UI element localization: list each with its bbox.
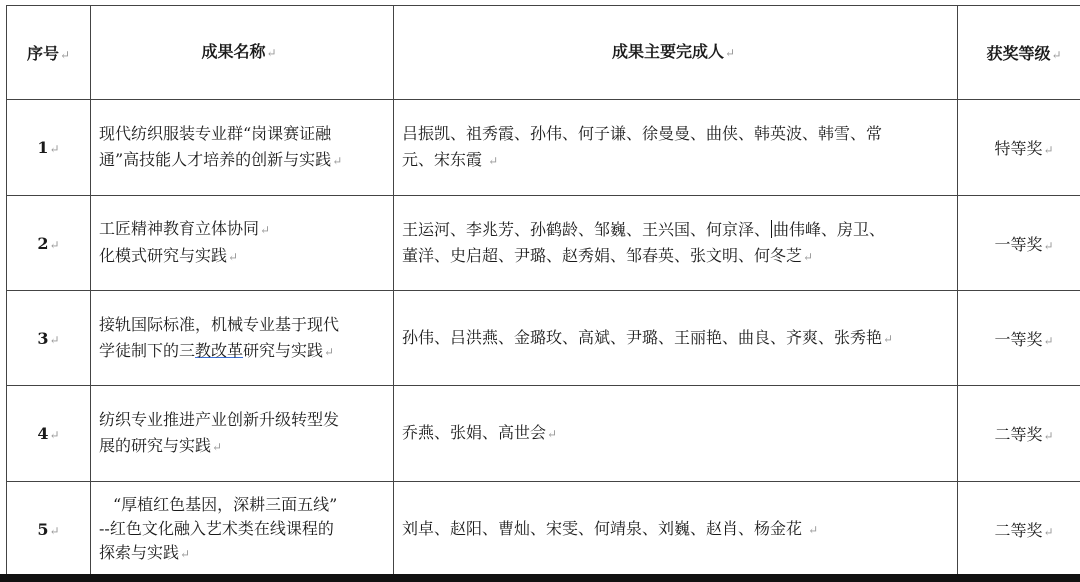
return-mark-icon: ↵ [332,154,343,168]
return-mark-icon: ↵ [1043,525,1054,539]
return-mark-icon: ↵ [1051,48,1062,62]
return-mark-icon: ↵ [49,524,60,538]
row-people: 刘卓、赵阳、曹灿、宋雯、何靖泉、刘巍、赵肖、杨金花 ↵ [394,482,958,578]
header-name: 成果名称↵ [91,6,394,100]
return-mark-icon: ↵ [1043,143,1054,157]
row-index: 2↵ [7,196,91,291]
return-mark-icon: ↵ [1043,429,1054,443]
return-mark-icon: ↵ [324,344,335,359]
table-row [7,100,1080,196]
row-award: 特等奖↵ [958,100,1080,196]
return-mark-icon: ↵ [49,142,60,156]
text-cursor [771,220,772,238]
row-people: 乔燕、张娟、高世会↵ [394,386,958,482]
header-row [7,6,1080,100]
return-mark-icon: ↵ [808,523,819,537]
row-name: 纺织专业推进产业创新升级转型发 展的研究与实践↵ [91,386,394,482]
row-index: 3↵ [7,291,91,386]
return-mark-icon: ↵ [1043,333,1054,348]
row-name: 现代纺织服装专业群“岗课赛证融 通”高技能人才培养的创新与实践↵ [91,100,394,196]
return-mark-icon: ↵ [180,547,191,561]
return-mark-icon: ↵ [488,154,499,168]
row-people: 吕振凯、祖秀霞、孙伟、何子谦、徐曼曼、曲侠、韩英波、韩雪、常 元、宋东霞 ↵ [394,100,958,196]
row-people: 王运河、李兆芳、孙鹤龄、邹巍、王兴国、何京泽、 曲伟峰、房卫、 董洋、史启超、尹璐、赵秀娟、邹春英、张文明、何冬芝↵ [394,196,958,291]
spellcheck-underline: 教改革 [195,340,244,360]
header-people: 成果主要完成人↵ [394,6,958,100]
return-mark-icon: ↵ [212,440,223,454]
row-index: 4↵ [7,386,91,482]
header-award: 获奖等级↵ [958,6,1080,100]
page-bottom-edge [0,574,1080,582]
awards-table [6,5,1080,578]
row-index: 1↵ [7,100,91,196]
return-mark-icon: ↵ [49,237,60,252]
return-mark-icon: ↵ [260,223,271,237]
return-mark-icon: ↵ [49,332,60,347]
return-mark-icon: ↵ [883,331,894,346]
return-mark-icon: ↵ [49,428,60,442]
row-name: 工匠精神教育立体协同↵ 化模式研究与实践↵ [91,196,394,291]
return-mark-icon: ↵ [1043,238,1054,253]
return-mark-icon: ↵ [266,46,277,60]
return-mark-icon: ↵ [724,46,736,60]
return-mark-icon: ↵ [228,250,239,264]
row-name: 接轨国际标准，机械专业基于现代 学徒制下的三教改革研究与实践↵ [91,291,394,386]
return-mark-icon: ↵ [59,48,71,62]
return-mark-icon: ↵ [803,249,814,264]
table-row [7,196,1080,291]
row-name: “厚植红色基因，深耕三面五线” --红色文化融入艺术类在线课程的 探索与实践↵ [91,482,394,578]
return-mark-icon: ↵ [547,427,558,441]
table-row [7,291,1080,386]
table-row [7,386,1080,482]
row-award: 二等奖↵ [958,386,1080,482]
row-award: 二等奖↵ [958,482,1080,578]
header-index: 序号↵ [7,6,91,100]
row-people: 孙伟、吕洪燕、金璐玫、高斌、尹璐、王丽艳、曲良、齐爽、张秀艳↵ [394,291,958,386]
table-row [7,482,1080,578]
row-award: 一等奖↵ [958,291,1080,386]
row-award: 一等奖↵ [958,196,1080,291]
row-index: 5↵ [7,482,91,578]
